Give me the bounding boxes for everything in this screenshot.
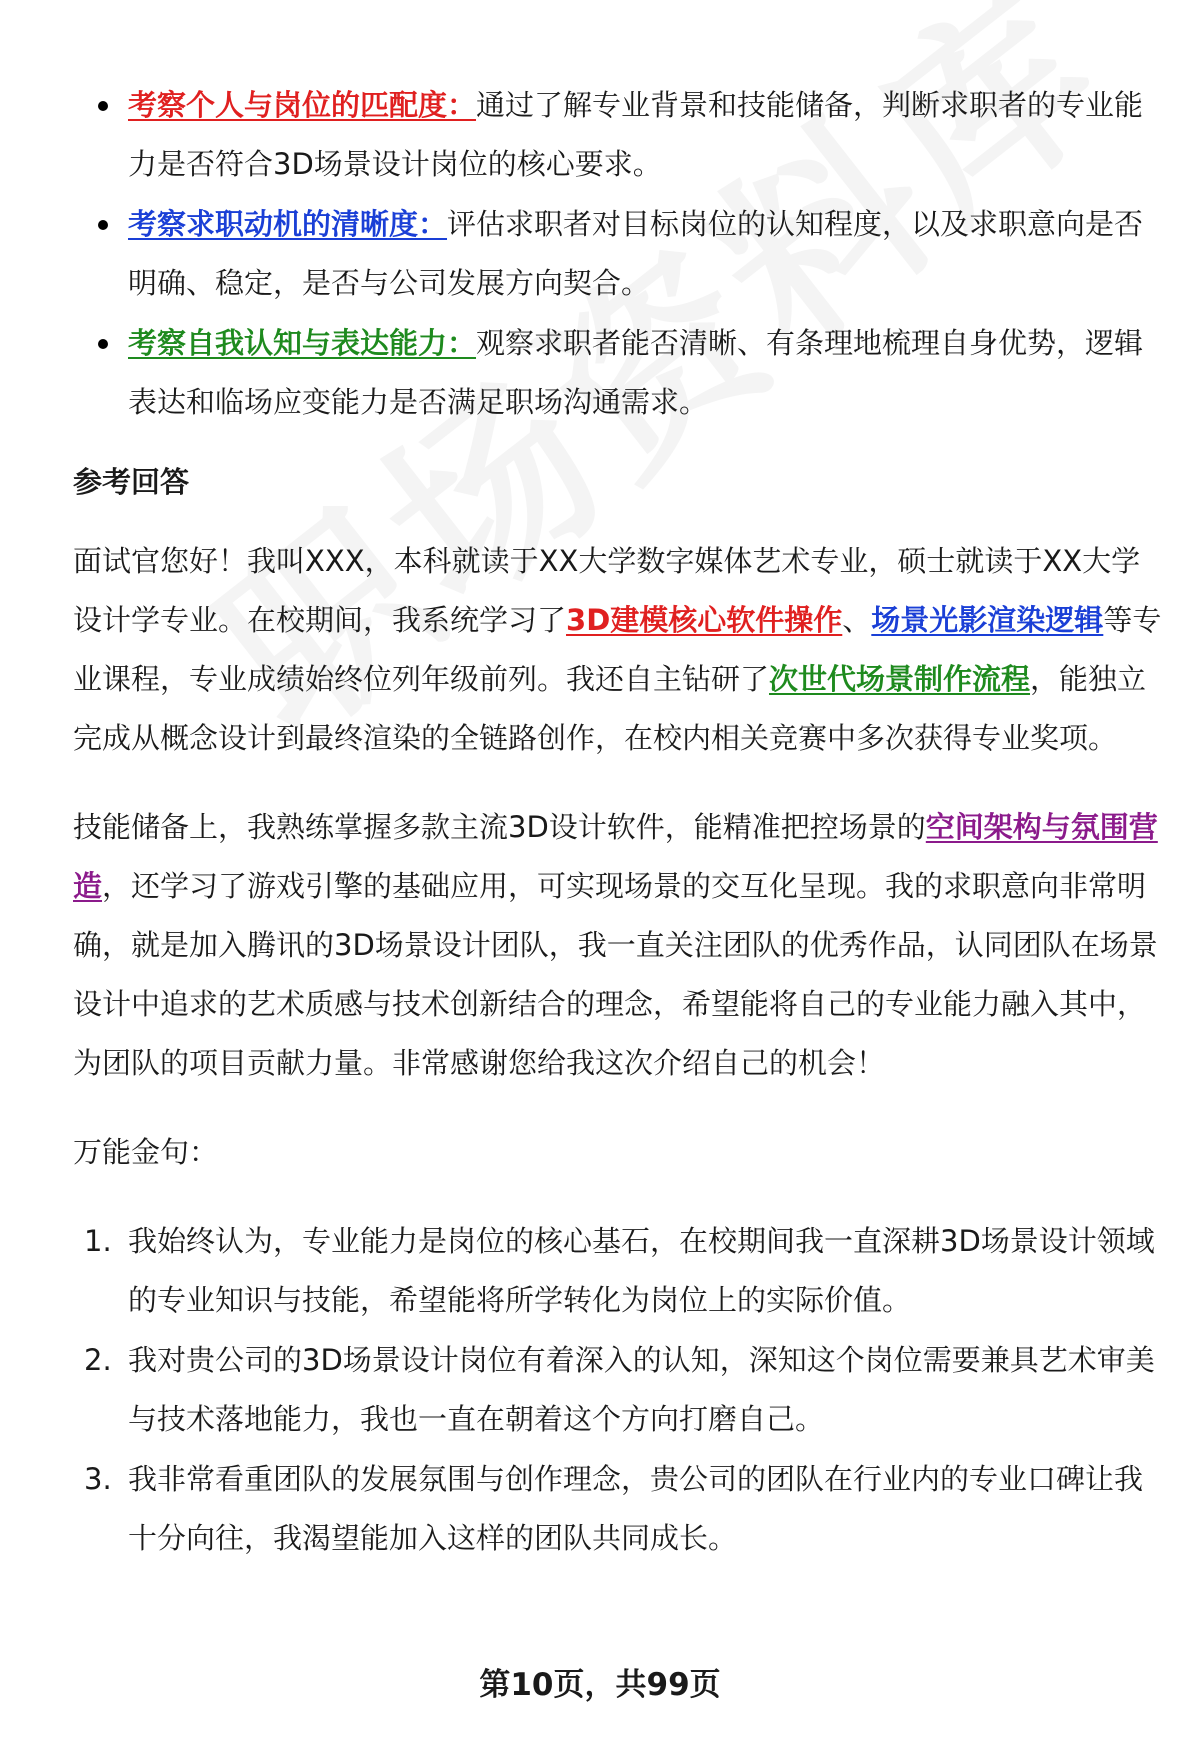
bullet-icon: [98, 101, 108, 111]
list-item: [73, 1450, 1163, 1568]
golden-heading: 万能金句：: [73, 1135, 219, 1169]
list-number: 2.: [84, 1343, 112, 1377]
highlight-keyword: 次世代场景制作流程: [769, 662, 1031, 696]
answer-paragraph-1: [73, 532, 1163, 768]
criteria-text: 评估求职者对目标岗位的认知程度，以及求职意向是否明确、稳定，是否与公司发展方向契合。: [128, 207, 1144, 300]
paragraph-text: 等专业课程，专业成绩始终位列年级前列。我还自主钻研了: [73, 603, 1162, 696]
page-number: 第10页，共99页: [479, 1667, 721, 1703]
list-item: [73, 314, 1163, 432]
list-item: [73, 76, 1163, 194]
list-number: 1.: [84, 1224, 112, 1258]
criteria-text: 观察求职者能否清晰、有条理地梳理自身优势，逻辑表达和临场应变能力是否满足职场沟通需求。: [128, 326, 1144, 419]
bullet-icon: [98, 220, 108, 230]
paragraph-text: ，还学习了游戏引擎的基础应用，可实现场景的交互化呈现。我的求职意向非常明确，就是加入腾讯的3D场景设计团队，我一直关注团队的优秀作品，认同团队在场景设计中追求的艺术质感与技术创新结合的理念，希望能将自己的专业能力融入其中，为团队的项目贡献力量。非常感谢您给我这次介绍自己的机会！: [73, 869, 1158, 1080]
list-text: 我对贵公司的3D场景设计岗位有着深入的认知，深知这个岗位需要兼具艺术审美与技术落地能力，我也一直在朝着这个方向打磨自己。: [128, 1343, 1155, 1436]
criteria-keyword: 考察个人与岗位的匹配度：: [128, 88, 477, 122]
golden-sentence-list: [73, 1212, 1163, 1568]
criteria-keyword: 考察求职动机的清晰度：: [128, 207, 448, 241]
paragraph-text: 、: [842, 603, 872, 637]
answer-heading: 参考回答: [73, 465, 190, 499]
list-text: 我非常看重团队的发展氛围与创作理念，贵公司的团队在行业内的专业口碑让我十分向往，我渴望能加入这样的团队共同成长。: [128, 1462, 1144, 1555]
list-item: [73, 1331, 1163, 1449]
highlight-keyword: 空间架构与氛围营造: [73, 810, 1158, 903]
highlight-keyword: 场景光影渲染逻辑: [871, 603, 1104, 637]
paragraph-text: 技能储备上，我熟练掌握多款主流3D设计软件，能精准把控场景的: [73, 810, 926, 844]
criteria-keyword: 考察自我认知与表达能力：: [128, 326, 477, 360]
highlight-keyword: 3D建模核心软件操作: [566, 603, 843, 637]
content-body: [73, 76, 1163, 1569]
list-item: [73, 1212, 1163, 1330]
criteria-text: 通过了解专业背景和技能储备，判断求职者的专业能力是否符合3D场景设计岗位的核心要求。: [128, 88, 1144, 181]
paragraph-text: 面试官您好！我叫XXX，本科就读于XX大学数字媒体艺术专业，硕士就读于XX大学设计学专业。在校期间，我系统学习了: [73, 544, 1141, 637]
paragraph-text: ，能独立完成从概念设计到最终渲染的全链路创作，在校内相关竞赛中多次获得专业奖项。: [73, 662, 1147, 755]
criteria-list: [73, 76, 1163, 432]
bullet-icon: [98, 339, 108, 349]
list-number: 3.: [84, 1462, 112, 1496]
list-item: [73, 195, 1163, 313]
answer-paragraph-2: [73, 798, 1163, 1093]
list-text: 我始终认为，专业能力是岗位的核心基石，在校期间我一直深耕3D场景设计领域的专业知识与技能，希望能将所学转化为岗位上的实际价值。: [128, 1224, 1155, 1317]
